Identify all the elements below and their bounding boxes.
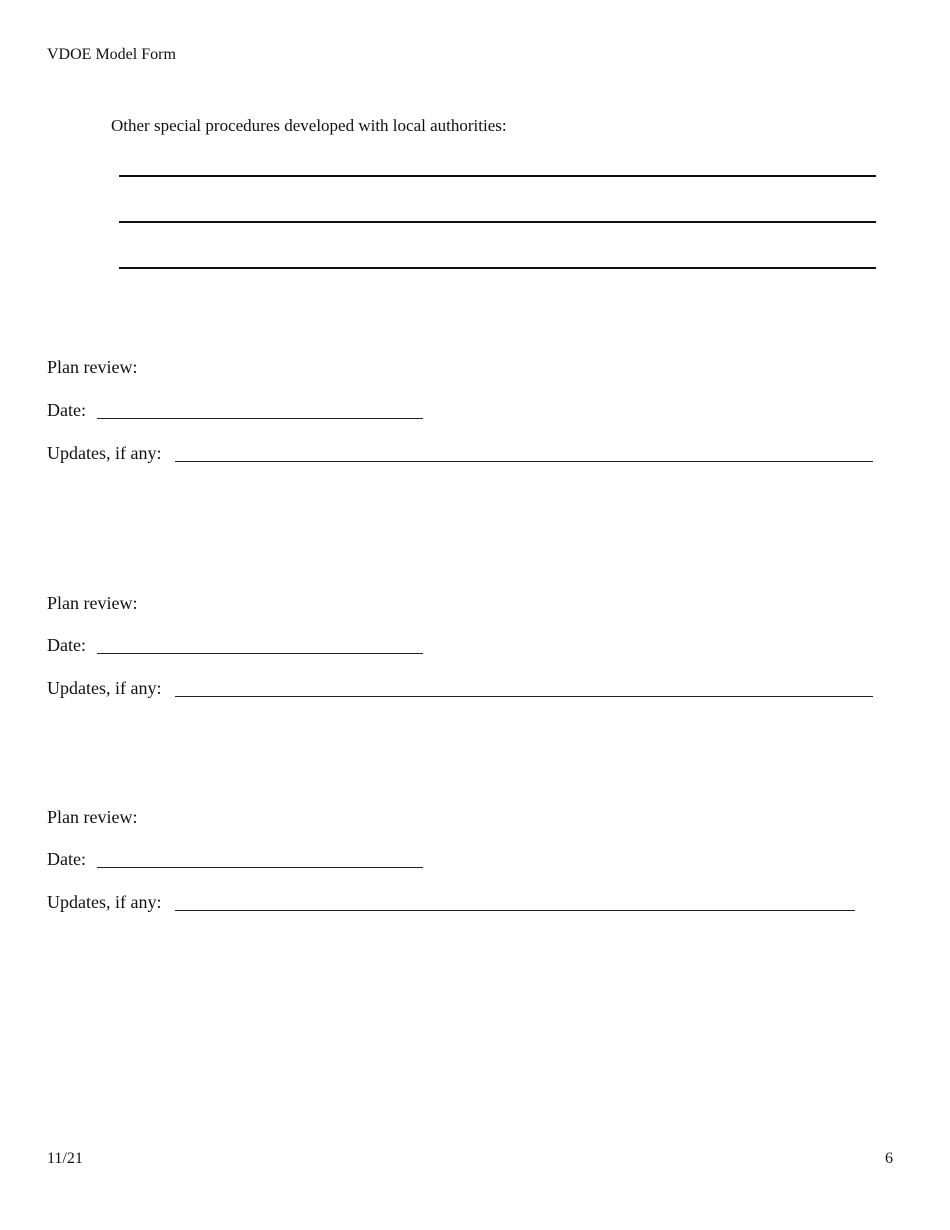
date-label: Date: <box>47 400 86 420</box>
updates-label: Updates, if any: <box>47 678 162 698</box>
special-procedures-label: Other special procedures developed with local authorities: <box>111 116 507 135</box>
updates-label: Updates, if any: <box>47 443 162 463</box>
special-procedures-line-3[interactable] <box>119 267 876 269</box>
footer-date: 11/21 <box>47 1150 83 1167</box>
date-field[interactable] <box>97 418 423 419</box>
updates-field[interactable] <box>175 910 855 911</box>
updates-field[interactable] <box>175 461 873 462</box>
date-label: Date: <box>47 849 86 869</box>
updates-field[interactable] <box>175 696 873 697</box>
form-header-title: VDOE Model Form <box>47 46 176 63</box>
page-number: 6 <box>885 1150 893 1167</box>
special-procedures-line-1[interactable] <box>119 175 876 177</box>
updates-label: Updates, if any: <box>47 892 162 912</box>
date-field[interactable] <box>97 653 423 654</box>
plan-review-heading: Plan review: <box>47 593 138 613</box>
special-procedures-line-2[interactable] <box>119 221 876 223</box>
plan-review-heading: Plan review: <box>47 357 138 377</box>
date-label: Date: <box>47 635 86 655</box>
plan-review-heading: Plan review: <box>47 807 138 827</box>
date-field[interactable] <box>97 867 423 868</box>
